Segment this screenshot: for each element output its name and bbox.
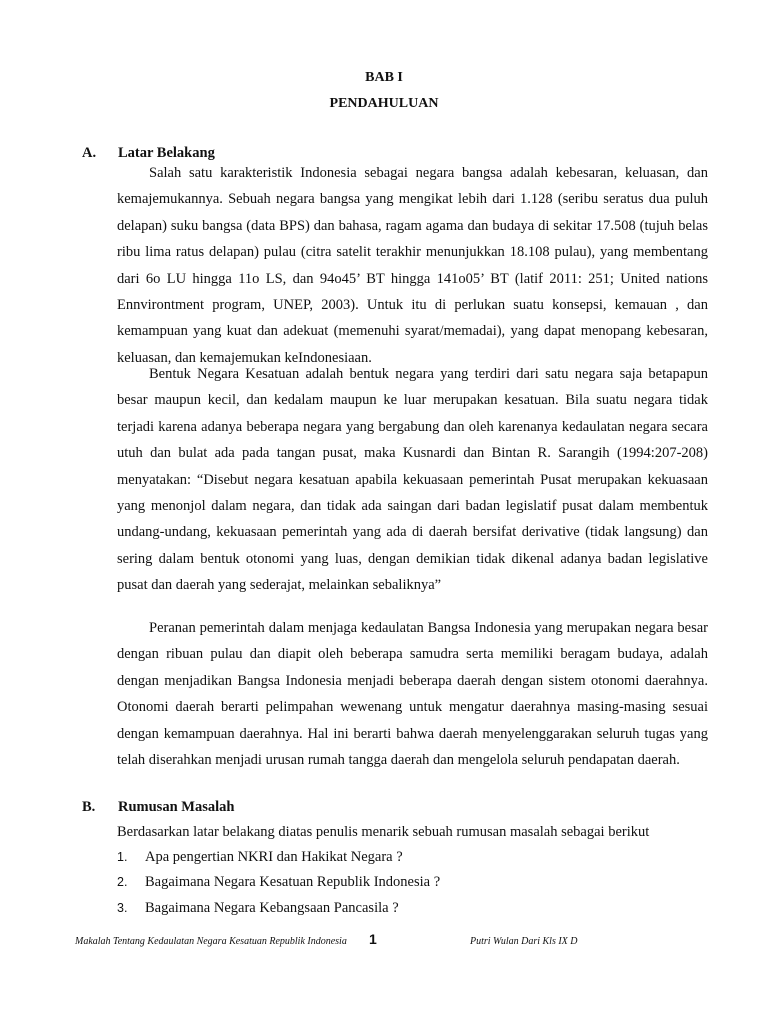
paragraph-3 — [117, 615, 708, 773]
list-item-number: 1. — [117, 850, 128, 864]
paragraph-2-text: Bentuk Negara Kesatuan adalah bentuk negara yang terdiri dari satu negara saja betapapun besar maupun kecil, dan kedalam maupun ke luar merupakan kesatuan. Bila suatu negara tidak terjadi karena adanya beberapa negara yang bergabung dan oleh karenanya kedaulatan negara secara utuh dan bulat ada pada tangan pusat, maka Kusnardi dan Bintan R. Sarangih (1994:207-208) menyatakan: “Disebut negara kesatuan apabila kekuasaan pemerintah Pusat merupakan kekuasaan yang menonjol dalam negara, dan tidak ada saingan dari badan legislatif pusat dalam membentuk undang-undang, kekuasaan pemerintah yang ada di daerah bersifat derivative (tidak langsung) dan sering dalam bentuk otonomi yang luas, dengan demikian tidak dikenal adanya badan legislative pusat dan daerah yang sederajat, melainkan sebaliknya” — [117, 366, 708, 594]
section-b-title: Rumusan Masalah — [118, 799, 235, 815]
chapter-title: PENDAHULUAN — [329, 96, 439, 111]
list-item-text: Bagaimana Negara Kesatuan Republik Indonesia ? — [145, 874, 441, 890]
list-item — [117, 849, 403, 866]
list-item — [117, 900, 399, 917]
footer-right-text: Putri Wulan Dari Kls IX D — [470, 936, 578, 947]
chapter-label: BAB I — [365, 70, 403, 85]
section-a-title: Latar Belakang — [118, 145, 215, 161]
paragraph-3-text: Peranan pemerintah dalam menjaga kedaulatan Bangsa Indonesia yang merupakan negara besar dengan ribuan pulau dan diapit oleh beberapa samudra serta memiliki beragam budaya, adalah dengan menjadikan Bangsa Indonesia menjadi beberapa daerah dengan sistem otonomi daerahnya. Otonomi daerah berarti pelimpahan wewenang untuk mengatur daerahnya masing-masing sesuai dengan kemampuan daerahnya. Hal ini berarti bahwa daerah menyelenggarakan seluruh tugas yang telah diserahkan menjadi urusan rumah tangga daerah dan mengelola seluruh pendapatan daerah. — [117, 620, 708, 769]
section-b-intro: Berdasarkan latar belakang diatas penulis menarik sebuah rumusan masalah sebagai berikut — [117, 824, 650, 840]
section-a-letter: A. — [82, 145, 97, 161]
paragraph-1-text: Salah satu karakteristik Indonesia sebagai negara bangsa adalah kebesaran, keluasan, dan kemajemukannya. Sebuah negara bangsa yang mengikat lebih dari 1.128 (seribu seratus dua puluh delapan) suku bangsa (data BPS) dan bahasa, ragam agama dan budaya di sekitar 17.508 (tujuh belas ribu lima ratus delapan) pulau (citra satelit terakhir menunjukkan 18.108 pulau), yang membentang dari 6o LU hingga 11o LS, dan 94o45’ BT hingga 141o05’ BT (latif 2011: 251; United nations Ennvirontment program, UNEP, 2003). Untuk itu di perlukan suatu konsepsi, kemauan , dan kemampuan yang kuat dan adekuat (memenuhi syarat/memadai), yang dapat menopang kebesaran, keluasan, dan kemajemukan keIndonesiaan. — [117, 165, 708, 366]
list-item-number: 3. — [117, 901, 128, 915]
page-number: 1 — [369, 931, 377, 947]
paragraph-1 — [117, 160, 708, 371]
list-item-text: Bagaimana Negara Kebangsaan Pancasila ? — [145, 900, 399, 916]
footer-left-text: Makalah Tentang Kedaulatan Negara Kesatuan Republik Indonesia — [75, 936, 347, 947]
list-item-text: Apa pengertian NKRI dan Hakikat Negara ? — [145, 849, 403, 865]
list-item-number: 2. — [117, 875, 128, 889]
section-b-letter: B. — [82, 799, 96, 815]
paragraph-2 — [117, 361, 708, 599]
list-item — [117, 874, 440, 891]
